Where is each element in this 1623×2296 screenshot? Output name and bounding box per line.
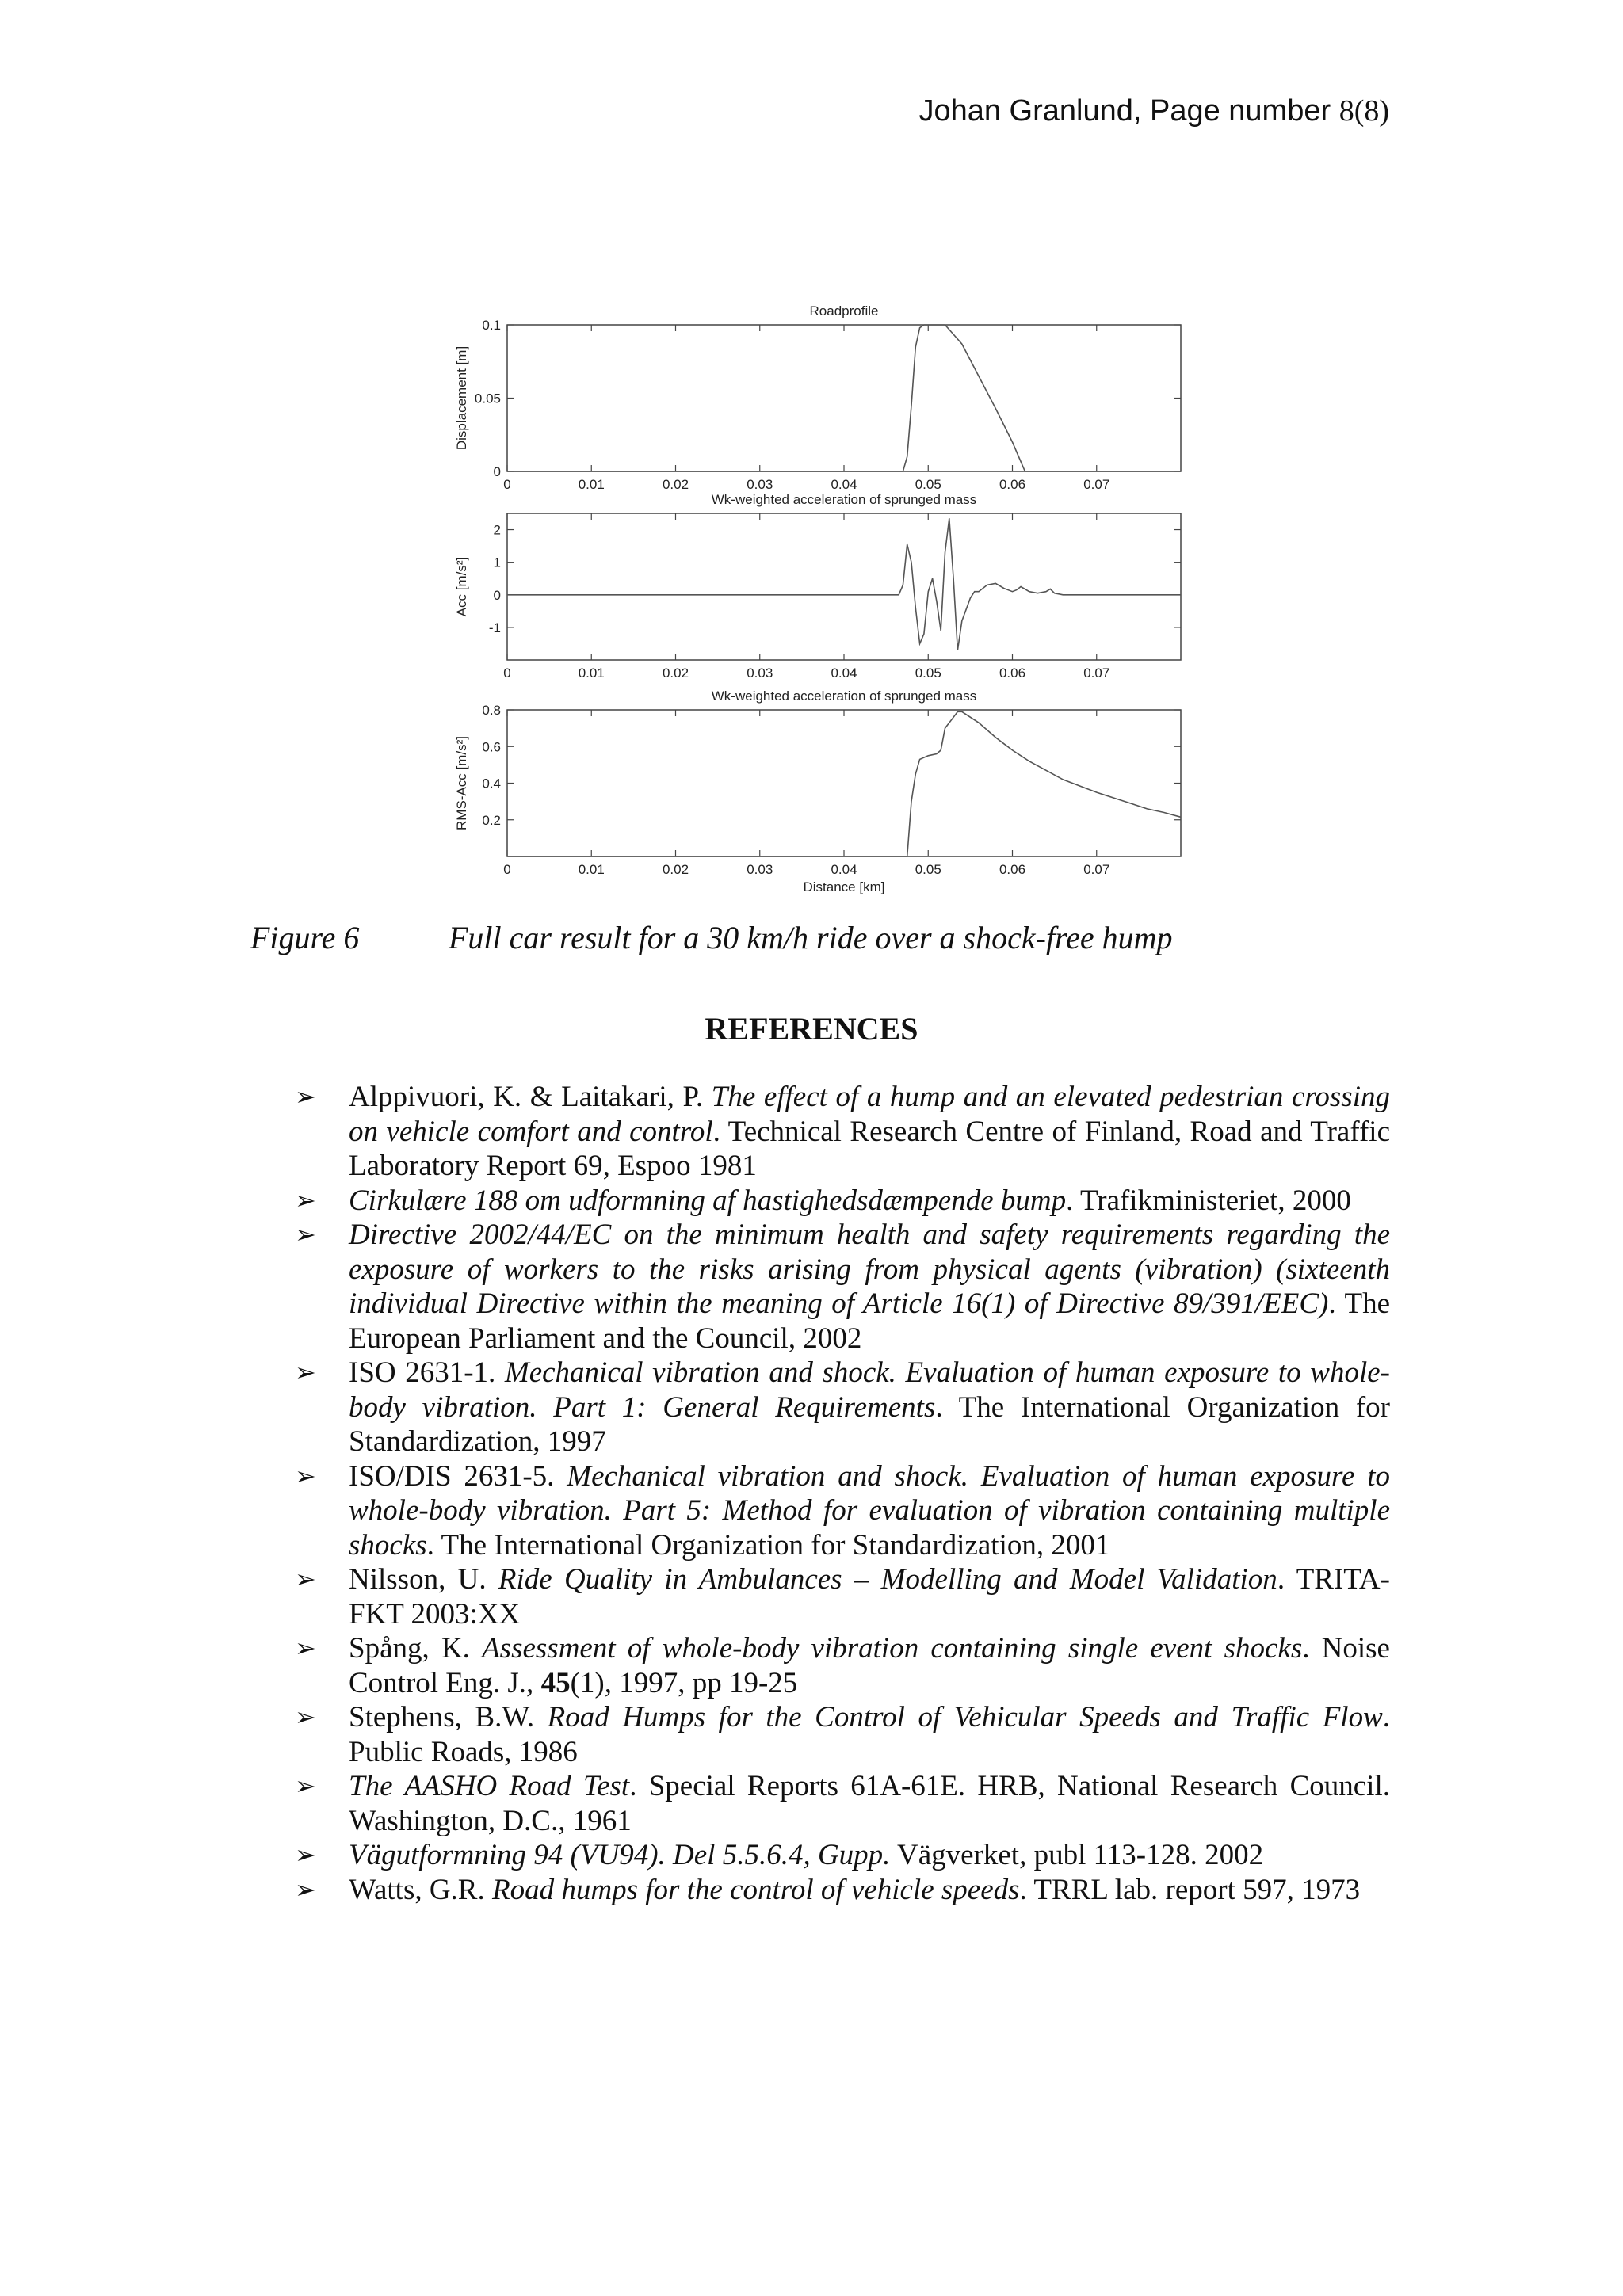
figure-number: Figure 6 [250,920,360,955]
x-tick-label: 0 [503,666,511,681]
reference-text: Nilsson, U. [349,1563,498,1596]
page-header [918,93,1389,128]
reference-text: . Trafikministeriet, 2000 [1066,1184,1351,1217]
reference-text: Mechanical vibration and shock. Evaluation of human exposure to whole-body vibration. Part 1: General Requirements [349,1356,1390,1424]
y-tick-label: 0 [493,464,501,479]
reference-text: . The European Parliament and the Council, 2002 [349,1287,1390,1355]
x-tick-label: 0.07 [1083,666,1110,681]
y-tick-label: 0.8 [482,703,501,718]
reference-text: . TRITA-FKT 2003:XX [349,1563,1390,1630]
reference-text: . Public Roads, 1986 [349,1701,1391,1768]
plot-title: Wk-weighted acceleration of sprunged mass [711,492,977,507]
x-tick-label: 0.03 [747,477,773,492]
plot-title: Roadprofile [809,303,879,318]
reference-text: Road Humps for the Control of Vehicular Speeds and Traffic Flow [547,1701,1383,1733]
plot-frame [507,325,1181,471]
reference-text: ISO/DIS 2631-5. [349,1459,567,1493]
y-tick-label: 0 [493,587,501,603]
header-author: Johan Granlund, Page number [918,94,1339,128]
x-tick-label: 0.02 [662,862,689,877]
reference-text: Cirkulære 188 om udformning af hastighedsdæmpende bump [349,1184,1067,1217]
x-axis-label: Distance [km] [803,879,885,894]
x-tick-label: 0.01 [578,666,605,681]
reference-text: Road humps for the control of vehicle speeds [492,1873,1020,1906]
y-tick-label: 0.05 [474,391,501,406]
reference-item [295,1769,1390,1838]
y-tick-label: 0.2 [482,812,501,828]
reference-item [295,1562,1390,1631]
reference-item [295,1356,1390,1459]
header-page-number: 8(8) [1338,94,1389,128]
reference-text: . The International Organization for Standardization, 1997 [349,1390,1390,1458]
x-tick-label: 0.06 [999,862,1026,877]
reference-text: . TRRL lab. report 597, 1973 [1019,1873,1361,1906]
x-tick-label: 0.02 [662,477,689,492]
reference-text: . Noise Control Eng. J., [349,1632,1390,1699]
y-axis-label: Displacement [m] [454,345,469,451]
reference-text: Vägutformning 94 (VU94). Del 5.5.6.4, Gupp. [349,1839,891,1871]
figure-caption-text: Full car result for a 30 km/h ride over a shock-free hump [449,920,1173,955]
plot-title: Wk-weighted acceleration of sprunged mass [711,688,977,704]
figure-caption [250,919,1173,956]
series-line [507,711,1181,856]
reference-text: . Special Reports 61A-61E. HRB, National Research Council. Washington, D.C., 1961 [349,1770,1390,1837]
x-tick-label: 0.04 [831,862,857,877]
reference-item [295,1873,1390,1908]
plot-frame [507,710,1181,856]
x-tick-label: 0.07 [1083,862,1110,877]
x-tick-label: 0.07 [1083,477,1110,492]
x-tick-label: 0.03 [747,862,773,877]
x-tick-label: 0.05 [915,862,941,877]
x-tick-label: 0 [503,862,511,877]
series-line [507,325,1181,471]
x-tick-label: 0.01 [578,862,605,877]
reference-text: The effect of a hump and an elevated pedestrian crossing on vehicle comfort and control [349,1081,1390,1148]
x-tick-label: 0.03 [747,666,773,681]
x-tick-label: 0.04 [831,477,857,492]
reference-text: Spång, K. [349,1632,483,1665]
reference-text: Mechanical vibration and shock. Evaluation of human exposure to whole-body vibration. Part 5: Method for evaluation of vibration containing multiple shocks [349,1459,1390,1562]
reference-text: Watts, G.R. [349,1873,492,1906]
reference-text: The AASHO Road Test [349,1770,630,1802]
series-line [507,518,1181,650]
x-tick-label: 0.06 [999,666,1026,681]
y-tick-label: 1 [493,555,501,570]
reference-text: Alppivuori, K. & Laitakari, P. [349,1081,712,1113]
reference-text: ISO 2631-1. [349,1356,505,1389]
x-tick-label: 0.06 [999,477,1026,492]
reference-item [295,1838,1390,1873]
figure-6-plots [436,293,1197,911]
reference-item [295,1184,1390,1219]
references-heading: REFERENCES [705,1011,918,1047]
y-tick-label: -1 [488,620,501,635]
reference-item [295,1218,1390,1356]
y-tick-label: 2 [493,522,501,538]
x-tick-label: 0.02 [662,666,689,681]
reference-text: (1), 1997, pp 19-25 [570,1666,798,1699]
y-tick-label: 0.1 [482,318,501,333]
reference-text: Assessment of whole-body vibration containing single event shocks [482,1632,1303,1665]
reference-text: . Technical Research Centre of Finland, Road and Traffic Laboratory Report 69, Espoo 1981 [349,1115,1390,1182]
x-tick-label: 0.01 [578,477,605,492]
references-list [295,1080,1390,1907]
y-tick-label: 0.6 [482,739,501,755]
x-tick-label: 0.04 [831,666,857,681]
x-tick-label: 0 [503,477,511,492]
reference-text: . The International Organization for Standardization, 2001 [426,1528,1110,1562]
reference-text: Ride Quality in Ambulances – Modelling and Model Validation [498,1563,1277,1596]
reference-text: Stephens, B.W. [349,1701,548,1733]
y-axis-label: Acc [m/s²] [454,556,469,617]
reference-item [295,1459,1390,1563]
x-tick-label: 0.05 [915,477,941,492]
y-axis-label: RMS-Acc [m/s²] [454,736,469,830]
reference-item [295,1700,1390,1769]
reference-text: Vägverket, publ 113-128. 2002 [890,1839,1264,1871]
reference-item [295,1080,1390,1184]
y-tick-label: 0.4 [482,776,501,791]
x-tick-label: 0.05 [915,666,941,681]
plot-frame [507,513,1181,660]
figure-svg [436,293,1197,911]
reference-text: Directive 2002/44/EC on the minimum health and safety requirements regarding the exposure of workers to the risks arising from physical agents (vibration) (sixteenth individual Directive within the meaning of Article 16(1) of Directive 89/391/EEC) [349,1219,1390,1320]
reference-text: 45 [540,1666,571,1699]
reference-item [295,1631,1390,1700]
